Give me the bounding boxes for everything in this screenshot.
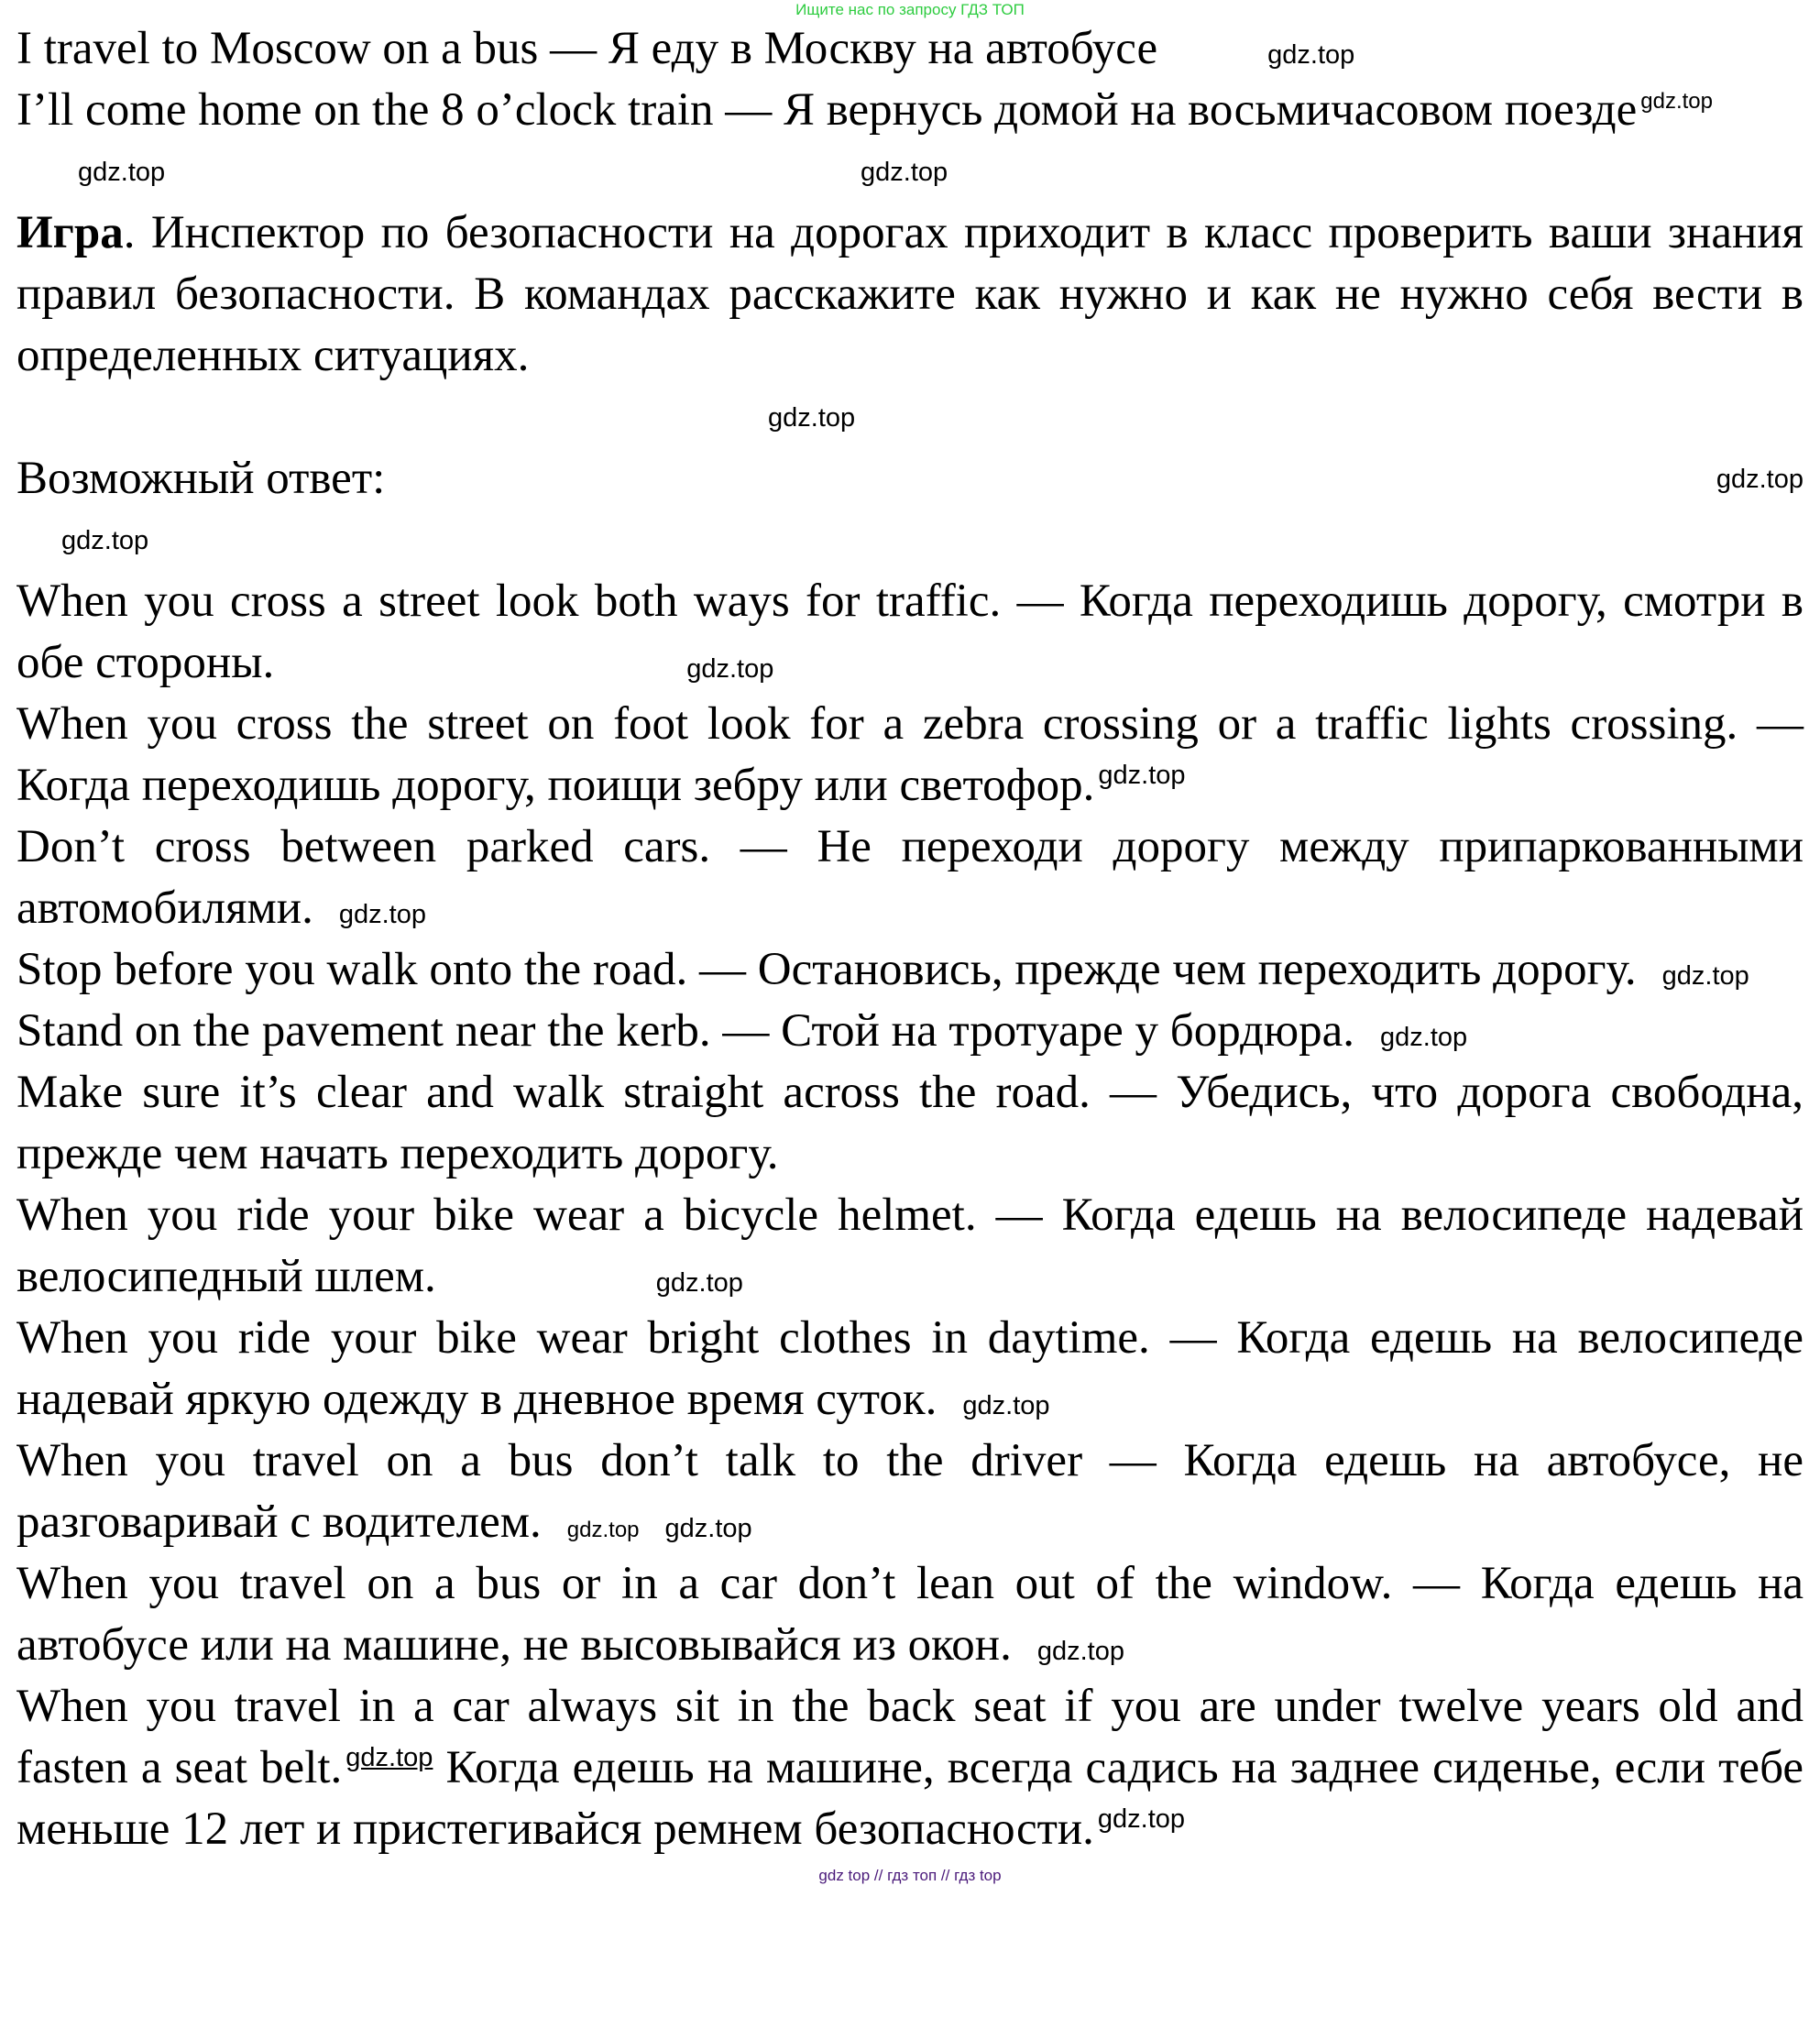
watermark: gdz.top <box>78 158 166 187</box>
watermark: gdz.top <box>686 654 774 684</box>
watermark: gdz.top <box>664 1514 752 1543</box>
game-text: . Инспектор по безопасности на дорогах приходит в класс проверить ваши знания правил безопасности. В командах расскажите как нужно и как не нужно себя вести в определенных ситуациях. <box>16 207 1804 381</box>
answer-item <box>16 1185 1804 1308</box>
game-label: Игра <box>16 207 124 258</box>
watermark: gdz.top <box>655 1268 743 1298</box>
answers-list <box>16 571 1804 1860</box>
footer-watermark: gdz top // гдз топ // гдз top <box>818 1867 1002 1884</box>
watermark: gdz.top <box>768 403 856 433</box>
answer-item <box>16 939 1804 1001</box>
answer-item <box>16 1553 1804 1676</box>
example-sentence <box>16 80 1804 141</box>
answer-text: Stop before you walk onto the road. — Остановись, прежде чем переходить дорогу. <box>16 944 1637 995</box>
answer-item <box>16 571 1804 694</box>
answer-text: Stand on the pavement near the kerb. — Стой на тротуаре у бордюра. <box>16 1005 1354 1057</box>
document-body <box>16 0 1804 1860</box>
search-banner: Ищите нас по запросу ГДЗ ТОП <box>795 1 1025 18</box>
answer-item <box>16 817 1804 939</box>
watermark: gdz.top <box>1097 1804 1186 1834</box>
watermark: gdz.top <box>338 900 426 929</box>
spacer <box>16 387 1804 448</box>
answer-item <box>16 1431 1804 1553</box>
answer-item: Make sure it’s clear and walk straight across the road. — Убедись, что дорога свободна, прежде чем начать переходить дорогу. <box>16 1067 1804 1179</box>
answer-item <box>16 694 1804 817</box>
watermark: gdz.top <box>566 1518 640 1542</box>
example-text: I’ll come home on the 8 o’clock train — Я вернусь домой на восьмичасовом поезде <box>16 84 1638 136</box>
answer-ru: Когда едешь на машине, всегда садись на заднее сиденье, если тебе меньше 12 лет и пристегивайся ремнем безопасности. <box>16 1742 1804 1855</box>
answer-heading <box>16 448 1804 510</box>
answer-text: When you ride your bike wear a bicycle helmet. — Когда едешь на велосипеде надевай велосипедный шлем. <box>16 1189 1804 1302</box>
example-sentence <box>16 18 1804 80</box>
watermark: gdz.top <box>1098 761 1186 790</box>
answer-item <box>16 1308 1804 1431</box>
watermark: gdz.top <box>1380 1023 1468 1052</box>
watermark: gdz.top <box>1661 961 1749 991</box>
answer-heading-text: Возможный ответ: <box>16 453 386 504</box>
answer-text: Don’t cross between parked cars. — Не переходи дорогу между припаркованными автомобилями. <box>16 821 1804 934</box>
watermark: gdz.top <box>1036 1637 1124 1666</box>
answer-text: When you ride your bike wear bright clothes in daytime. — Когда едешь на велосипеде надевай яркую одежду в дневное время суток. <box>16 1312 1804 1425</box>
answer-text: When you cross the street on foot look for a zebra crossing or a traffic lights crossing. — Когда переходишь дорогу, поищи зебру или светофор. <box>16 698 1804 811</box>
example-text: I travel to Moscow on a bus — Я еду в Москву на автобусе <box>16 23 1158 74</box>
watermark-inline: gdz.top <box>345 1743 433 1772</box>
answer-text: When you travel on a bus or in a car don’t lean out of the window. — Когда едешь на автобусе или на машине, не высовывайся из окон. <box>16 1558 1804 1671</box>
watermark: gdz.top <box>962 1391 1050 1420</box>
spacer <box>16 510 1804 571</box>
answer-text: When you travel on a bus don’t talk to the driver — Когда едешь на автобусе, не разговаривай с водителем. <box>16 1435 1804 1548</box>
watermark: gdz.top <box>1267 40 1355 70</box>
game-task <box>16 203 1804 387</box>
answer-item <box>16 1676 1804 1860</box>
spacer <box>16 141 1804 203</box>
watermark: gdz.top <box>1716 465 1804 494</box>
answer-en: When you travel in a car always sit in the back seat if you are under twelve years old and fasten a seat belt. <box>16 1681 1804 1793</box>
watermark: gdz.top <box>61 526 149 555</box>
answer-text: When you cross a street look both ways for traffic. — Когда переходишь дорогу, смотри в обе стороны. <box>16 576 1804 688</box>
answer-item <box>16 1001 1804 1062</box>
watermark: gdz.top <box>1640 89 1713 114</box>
watermark: gdz.top <box>861 158 948 187</box>
